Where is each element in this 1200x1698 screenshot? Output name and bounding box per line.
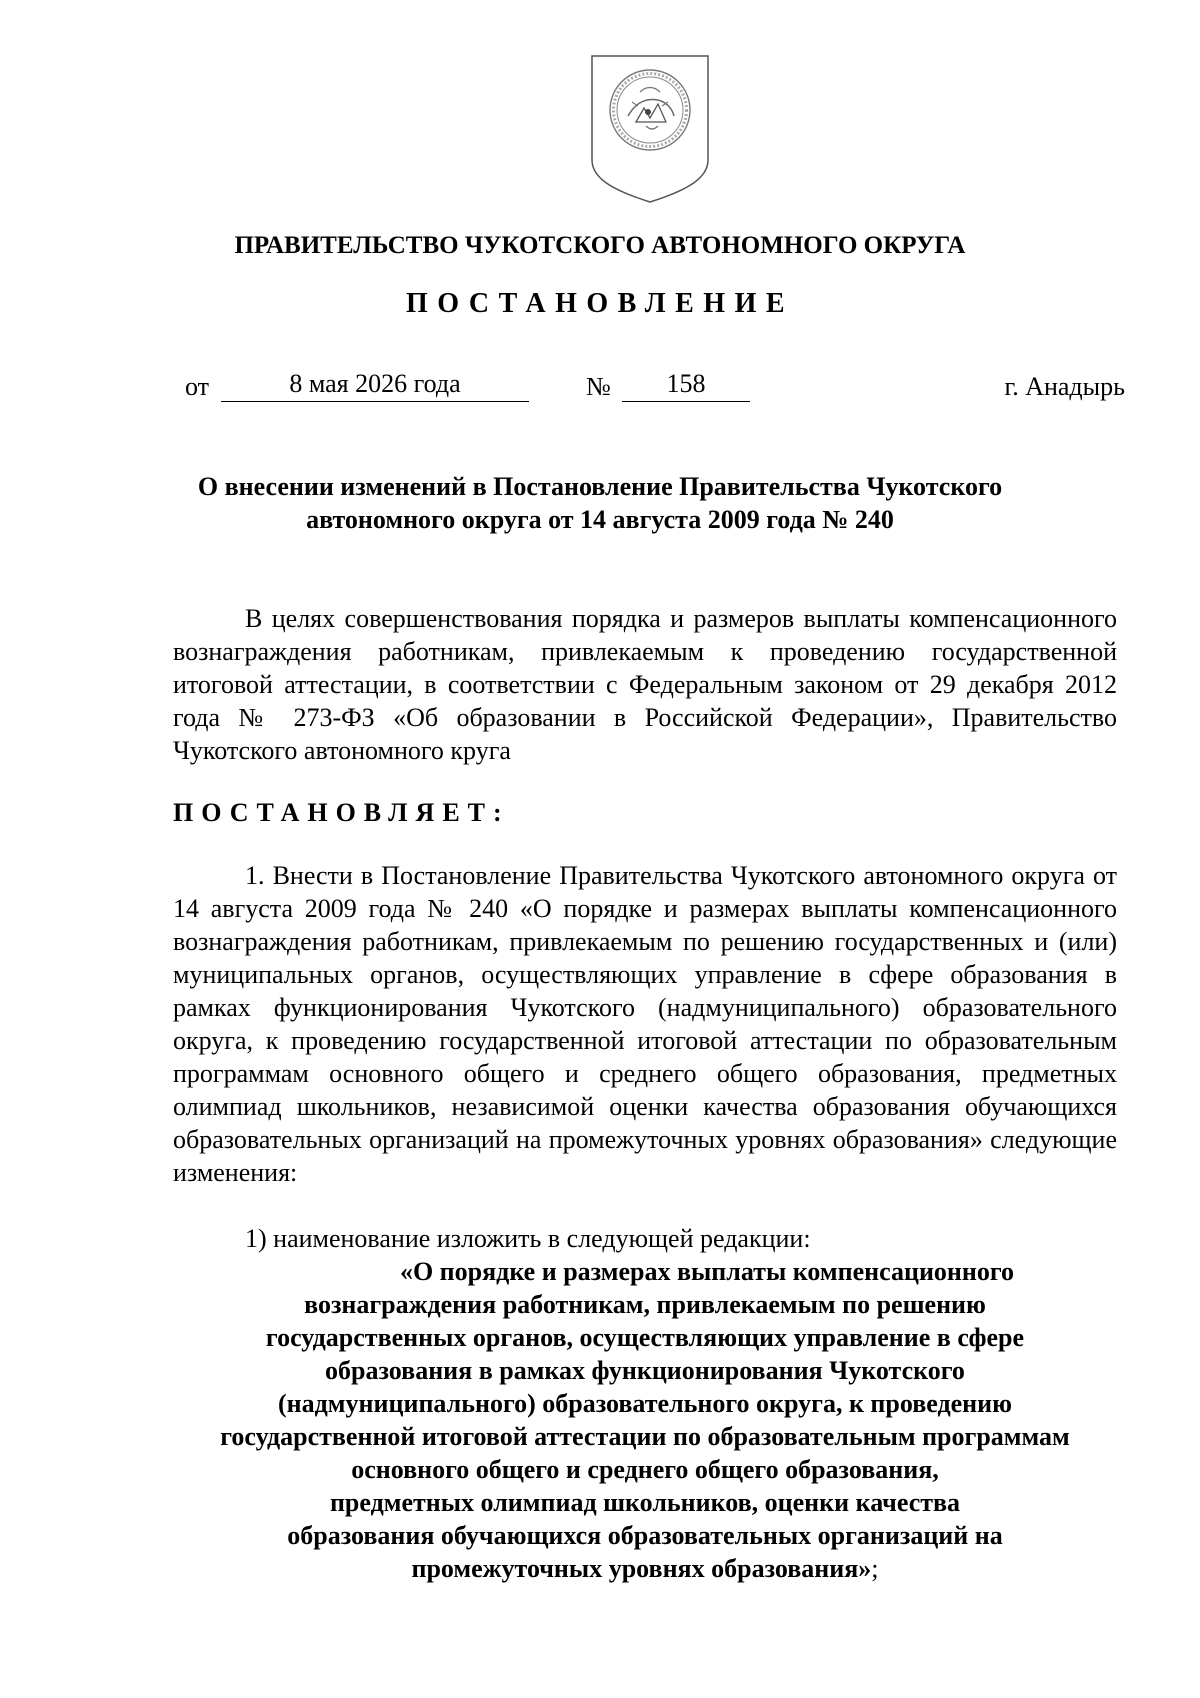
document-type: ПОСТАНОВЛЕНИЕ <box>405 288 795 319</box>
clause-1-text: 1. Внести в Постановление Правительства Чукотского автономного округа от 14 августа 2009 года № 240 «О порядке и размерах выплаты компенсационного вознаграждения работникам, привлекаемым по решению государственных и (или) муниципальных органов, осуществляющих управление в сфере образования в рамках функционирования Чукотского (надмуниципального) образовательного округа, к проведению государственной итоговой аттестации по образовательным программам основного общего и среднего общего образования, предметных олимпиад школьников, независимой оценки качества образования обучающихся образовательных организаций на промежуточных уровнях образования» следующие изменения: <box>173 861 1117 1187</box>
new-title-block <box>160 1255 1130 1585</box>
date-label: от <box>185 372 210 401</box>
subject-line: автономного округа от 14 августа 2009 года № 240 <box>306 505 894 534</box>
new-title-line: образования обучающихся образовательных организаций на <box>287 1521 1003 1550</box>
clause-1 <box>173 859 1117 1189</box>
decrees-heading: ПОСТАНОВЛЯЕТ: <box>173 798 510 827</box>
new-title-line-last <box>160 1552 1130 1585</box>
new-title-line: государственных органов, осуществляющих управление в сфере <box>265 1323 1025 1352</box>
document-number: 158 <box>622 367 750 402</box>
subject-line: О внесении изменений в Постановление Правительства Чукотского <box>197 472 1003 501</box>
number-label: № <box>586 372 611 401</box>
new-title-line: (надмуниципального) образовательного округа, к проведению <box>278 1389 1012 1418</box>
document-meta-row <box>0 367 1200 407</box>
new-title-line: образования в рамках функционирования Чукотского <box>325 1356 965 1385</box>
end-punctuation: ; <box>871 1554 879 1583</box>
new-title-line: государственной итоговой аттестации по образовательным программам <box>220 1422 1070 1451</box>
new-title-line-text: промежуточных уровнях образования» <box>411 1554 872 1583</box>
document-city: г. Анадырь <box>1004 372 1125 401</box>
document-date: 8 мая 2026 года <box>221 367 529 402</box>
preamble <box>173 602 1117 767</box>
document-subject <box>150 470 1050 536</box>
preamble-text: В целях совершенствования порядка и размеров выплаты компенсационного вознаграждения работникам, привлекаемым к проведению государственной итоговой аттестации, в соответствии с Федеральным законом от 29 декабря 2012 года № 273-ФЗ «Об образовании в Российской Федерации», Правительство Чукотского автономного круга <box>173 604 1117 765</box>
new-title-line: «О порядке и размерах выплаты компенсационного <box>399 1257 1015 1286</box>
new-title-line: вознаграждения работникам, привлекаемым по решению <box>304 1290 986 1319</box>
subclause-1: 1) наименование изложить в следующей редакции: <box>245 1224 811 1253</box>
new-title-line: основного общего и среднего общего образования, <box>351 1455 939 1484</box>
new-title-line: предметных олимпиад школьников, оценки качества <box>329 1488 961 1517</box>
coat-of-arms-icon <box>588 52 712 206</box>
organization-title: ПРАВИТЕЛЬСТВО ЧУКОТСКОГО АВТОНОМНОГО ОКРУГА <box>234 232 966 259</box>
